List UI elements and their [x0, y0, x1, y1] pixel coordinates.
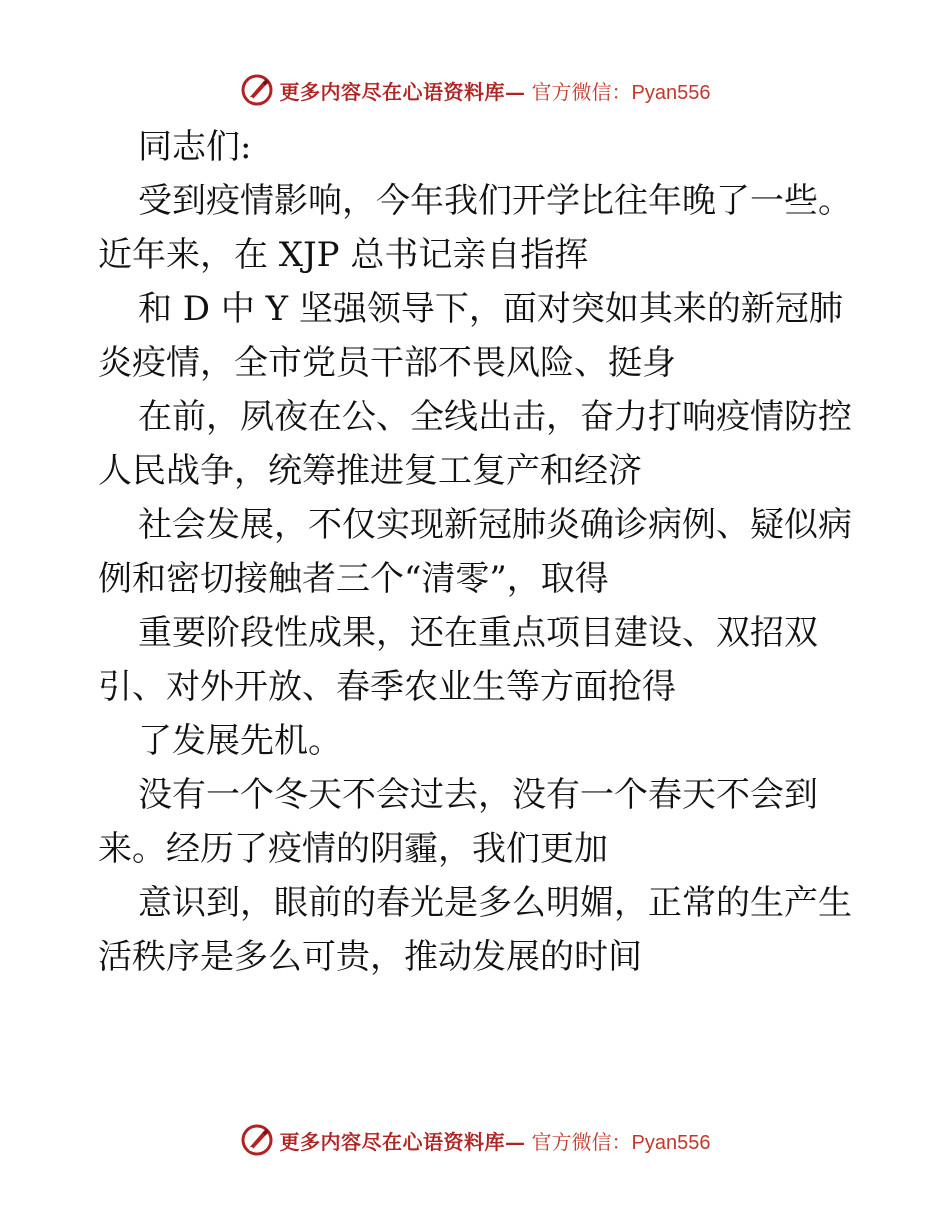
footer-banner-content — [240, 1123, 711, 1157]
paragraph-line: 重要阶段性成果，还在重点项目建设、双招双 — [138, 613, 818, 653]
paragraph-line: 活秩序是多么可贵，推动发展的时间 — [98, 937, 642, 977]
pen-logo-icon — [240, 1123, 274, 1157]
paragraph-line: 没有一个冬天不会过去，没有一个春天不会到 — [138, 775, 818, 815]
paragraph-line: 例和密切接触者三个“清零”，取得 — [98, 559, 609, 599]
paragraph-line: 受到疫情影响，今年我们开学比往年晚了一些。 — [138, 181, 852, 221]
paragraph-line: 同志们: — [138, 127, 252, 167]
header-banner-content — [240, 73, 711, 107]
footer-banner-wechat: 官方微信：Pyan556 — [531, 1131, 711, 1154]
paragraph-line: 了发展先机。 — [138, 721, 342, 761]
paragraph-line: 来。经历了疫情的阴霾，我们更加 — [98, 829, 608, 869]
header-watermark-banner — [0, 70, 950, 110]
header-banner-text: 更多内容尽在心语资料库— — [279, 79, 526, 104]
footer-watermark-banner — [0, 1120, 950, 1160]
pen-logo-icon — [240, 73, 274, 107]
paragraph-line: 引、对外开放、春季农业生等方面抢得 — [98, 667, 676, 707]
document-body — [98, 120, 878, 984]
paragraph-line: 社会发展，不仅实现新冠肺炎确诊病例、疑似病 — [138, 505, 852, 545]
footer-banner-text: 更多内容尽在心语资料库— — [279, 1129, 526, 1154]
paragraph-line: 在前，夙夜在公、全线出击，奋力打响疫情防控 — [138, 397, 852, 437]
paragraph-line: 和 D 中 Y 坚强领导下，面对突如其来的新冠肺 — [138, 289, 843, 329]
paragraph-line: 近年来，在 XJP 总书记亲自指挥 — [98, 235, 589, 275]
paragraph-line: 炎疫情，全市党员干部不畏风险、挺身 — [98, 343, 676, 383]
paragraph-line: 人民战争，统筹推进复工复产和经济 — [98, 451, 642, 491]
paragraph-line: 意识到，眼前的春光是多么明媚，正常的生产生 — [138, 883, 852, 923]
header-banner-wechat: 官方微信：Pyan556 — [531, 81, 711, 104]
